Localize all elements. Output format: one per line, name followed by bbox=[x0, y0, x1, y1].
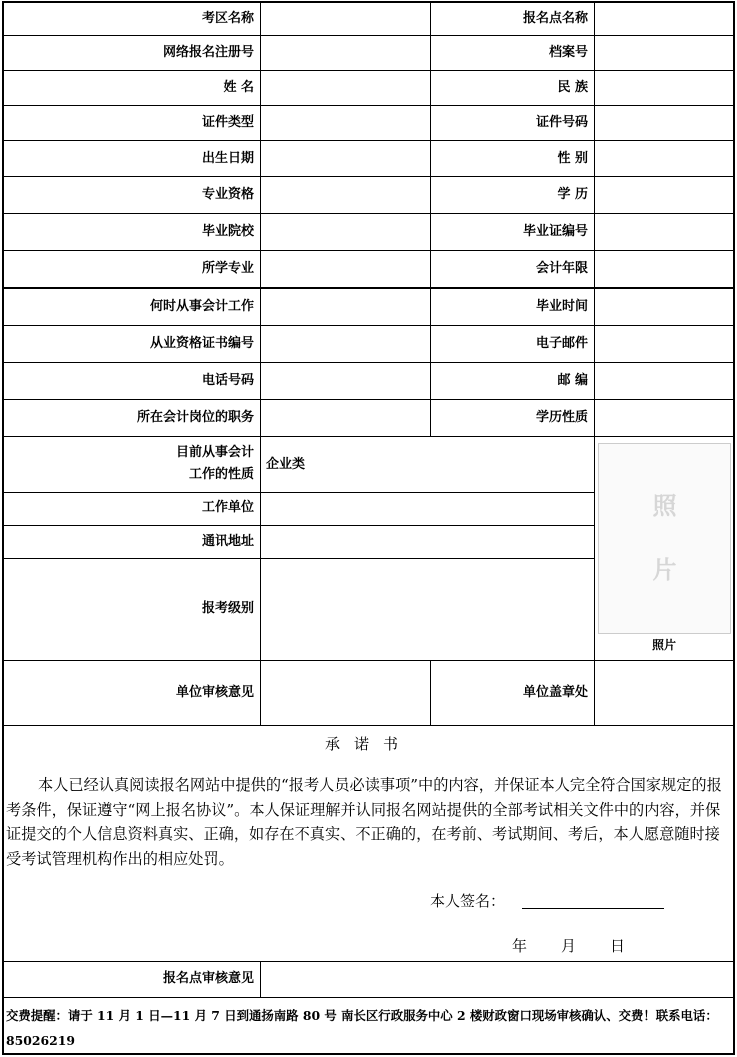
pledge-body: 本人已经认真阅读报名网站中提供的“报考人员必读事项”中的内容，并保证本人完全符合国家规定的报考条件，保证遵守“网上报名协议”。本人保证理解并认同报名网站提供的全部考试相关文件中的内容，并保证提交的个人信息资料真实、正确，如存在不真实、不正确的，在考前、考试期间、考后，本人愿意随时接受考试管理机构作出的相应处罚。 bbox=[6, 776, 722, 868]
photo-char-2: 片 bbox=[652, 556, 677, 584]
field-input[interactable] bbox=[261, 71, 430, 105]
field-label: 档案号 bbox=[548, 45, 588, 60]
field-input[interactable] bbox=[261, 177, 430, 213]
field-label: 报名点名称 bbox=[522, 11, 588, 26]
work-unit-label: 工作单位 bbox=[201, 500, 254, 515]
field-input[interactable] bbox=[261, 289, 430, 325]
field-input[interactable] bbox=[595, 363, 733, 399]
work-unit-field[interactable] bbox=[261, 493, 594, 525]
unit-stamp-label: 单位盖章处 bbox=[522, 685, 588, 700]
work-nature-value: 企业类 bbox=[266, 457, 306, 472]
site-review-label: 报名点审核意见 bbox=[162, 971, 254, 986]
field-label: 网络报名注册号 bbox=[162, 45, 254, 60]
field-input[interactable] bbox=[261, 106, 430, 140]
signature-label: 本人签名： bbox=[430, 892, 506, 910]
field-label: 专业资格 bbox=[201, 187, 254, 202]
field-label: 出生日期 bbox=[201, 150, 254, 166]
photo-caption: 照片 bbox=[651, 638, 676, 652]
photo-placeholder[interactable] bbox=[598, 443, 731, 634]
date-day: 日 bbox=[610, 937, 626, 955]
field-input[interactable] bbox=[595, 326, 733, 362]
field-label: 证件号码 bbox=[535, 115, 588, 130]
field-input[interactable] bbox=[595, 289, 733, 325]
unit-stamp-field[interactable] bbox=[595, 661, 733, 725]
date-line bbox=[512, 935, 659, 956]
field-label: 所在会计岗位的职务 bbox=[136, 410, 254, 425]
unit-review-field[interactable] bbox=[261, 661, 430, 725]
field-label: 民 族 bbox=[557, 80, 588, 95]
field-input[interactable] bbox=[261, 214, 430, 250]
field-label: 毕业院校 bbox=[201, 224, 254, 239]
date-month: 月 bbox=[561, 937, 577, 955]
field-input[interactable] bbox=[261, 251, 430, 287]
photo-char-1: 照 bbox=[652, 492, 677, 520]
unit-review-label: 单位审核意见 bbox=[175, 685, 254, 700]
field-label: 考区名称 bbox=[201, 11, 254, 26]
field-input[interactable] bbox=[595, 3, 733, 35]
field-label: 何时从事会计工作 bbox=[149, 299, 254, 314]
field-label: 毕业证编号 bbox=[522, 224, 588, 239]
field-input[interactable] bbox=[595, 141, 733, 176]
field-input[interactable] bbox=[595, 400, 733, 436]
field-input[interactable] bbox=[261, 36, 430, 70]
field-label: 电子邮件 bbox=[535, 336, 588, 351]
work-nature-label-line2: 工作的性质 bbox=[188, 467, 254, 482]
field-label: 电话号码 bbox=[201, 373, 254, 388]
field-input[interactable] bbox=[595, 214, 733, 250]
field-label: 学历性质 bbox=[535, 410, 588, 425]
site-review-field[interactable] bbox=[261, 962, 733, 997]
field-label: 所学专业 bbox=[201, 261, 254, 276]
field-label: 毕业时间 bbox=[535, 299, 588, 314]
address-label: 通讯地址 bbox=[201, 534, 254, 549]
field-input[interactable] bbox=[261, 400, 430, 436]
field-input[interactable] bbox=[595, 177, 733, 213]
field-input[interactable] bbox=[595, 36, 733, 70]
field-input[interactable] bbox=[261, 3, 430, 35]
field-label: 会计年限 bbox=[535, 261, 588, 276]
address-field[interactable] bbox=[261, 526, 594, 558]
fee-notice: 交费提醒：请于 11 月 1 日—11 月 7 日到通扬南路 80 号 南长区行政服务中心 2 楼财政窗口现场审核确认、交费！联系电话：85026219 bbox=[6, 1008, 718, 1048]
signature-line[interactable] bbox=[522, 908, 664, 909]
field-input[interactable] bbox=[261, 326, 430, 362]
date-year: 年 bbox=[512, 937, 528, 955]
field-input[interactable] bbox=[261, 141, 430, 176]
field-label: 姓 名 bbox=[223, 80, 254, 95]
field-input[interactable] bbox=[595, 106, 733, 140]
field-input[interactable] bbox=[595, 71, 733, 105]
field-label: 学 历 bbox=[557, 187, 588, 202]
exam-level-field[interactable] bbox=[261, 559, 594, 660]
field-label: 从业资格证书编号 bbox=[149, 336, 254, 351]
field-input[interactable] bbox=[261, 363, 430, 399]
field-label: 证件类型 bbox=[201, 115, 254, 130]
work-nature-label-line1: 目前从事会计 bbox=[175, 445, 254, 460]
work-nature-field[interactable] bbox=[261, 437, 594, 492]
pledge-title: 承诺书 bbox=[324, 735, 412, 753]
field-input[interactable] bbox=[595, 251, 733, 287]
field-label: 邮 编 bbox=[557, 373, 588, 388]
field-label: 性 别 bbox=[557, 150, 588, 166]
exam-level-label: 报考级别 bbox=[201, 601, 254, 616]
